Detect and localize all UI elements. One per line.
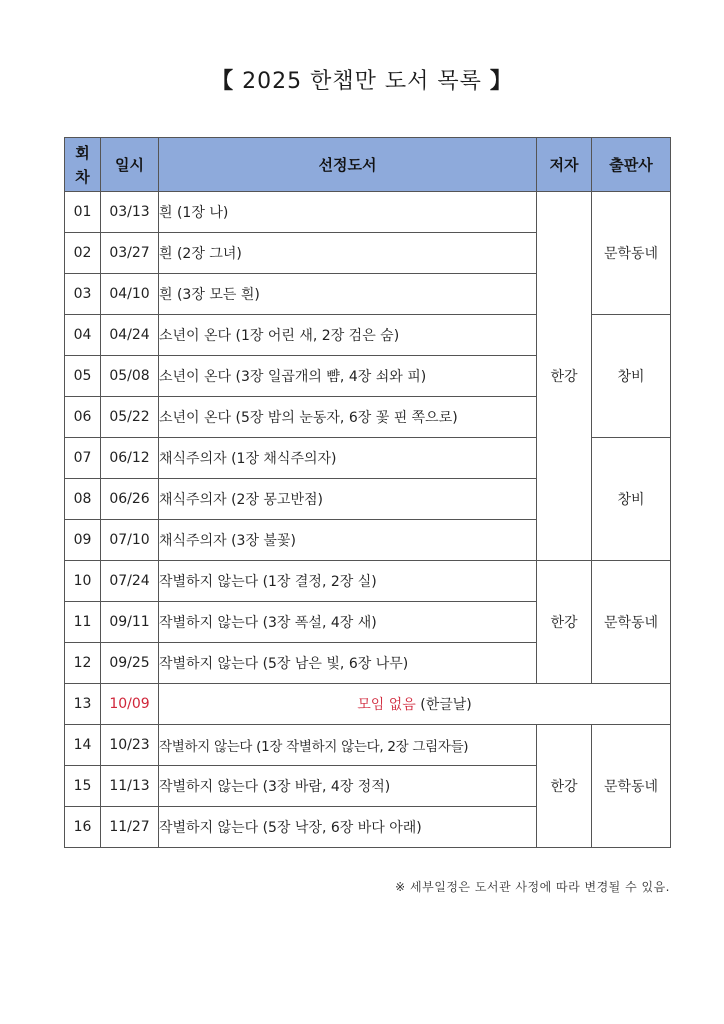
book-title: 흰 (1장 나) [159,192,537,233]
book-title: 작별하지 않는다 (3장 바람, 4장 정적) [159,766,537,807]
header-session-no [65,138,101,192]
session-date: 09/25 [101,643,159,684]
no-meeting-label: 모임 없음 [357,697,416,713]
session-date: 04/10 [101,274,159,315]
table-header-row [65,138,671,192]
session-no: 01 [65,192,101,233]
book-title: 채식주의자 (3장 불꽃) [159,520,537,561]
book-title: 작별하지 않는다 (5장 남은 빛, 6장 나무) [159,643,537,684]
session-date: 11/13 [101,766,159,807]
header-publisher: 출판사 [592,138,671,192]
title-left-bracket: 【 [211,69,235,94]
table-row [65,561,671,602]
table-row [65,192,671,233]
header-date: 일시 [101,138,159,192]
session-date: 06/26 [101,479,159,520]
header-author: 저자 [537,138,592,192]
table-row [65,725,671,766]
session-date: 07/10 [101,520,159,561]
session-no: 12 [65,643,101,684]
session-date: 10/23 [101,725,159,766]
table-row-no-meeting [65,684,671,725]
book-title: 흰 (2장 그녀) [159,233,537,274]
header-session-no-line2: 차 [75,167,90,186]
author-cell: 한강 [537,192,592,561]
session-date: 06/12 [101,438,159,479]
author-cell: 한강 [537,561,592,684]
title-right-bracket: 】 [489,69,513,94]
session-date-cancelled: 10/09 [101,684,159,725]
book-title: 흰 (3장 모든 흰) [159,274,537,315]
book-title: 채식주의자 (1장 채식주의자) [159,438,537,479]
session-date: 03/27 [101,233,159,274]
header-session-no-line1: 회 [75,143,90,162]
book-title: 작별하지 않는다 (1장 결정, 2장 실) [159,561,537,602]
session-date: 04/24 [101,315,159,356]
session-date: 03/13 [101,192,159,233]
session-date: 05/08 [101,356,159,397]
book-title: 작별하지 않는다 (1장 작별하지 않는다, 2장 그림자들) [159,725,537,766]
session-no: 15 [65,766,101,807]
author-cell: 한강 [537,725,592,848]
footnote: ※ 세부일정은 도서관 사정에 따라 변경될 수 있음. [395,880,670,894]
publisher-cell: 문학동네 [592,192,671,315]
page-title [0,64,724,95]
book-title: 채식주의자 (2장 몽고반점) [159,479,537,520]
session-date: 09/11 [101,602,159,643]
session-no: 11 [65,602,101,643]
session-no: 09 [65,520,101,561]
book-title: 소년이 온다 (3장 일곱개의 뺨, 4장 쇠와 피) [159,356,537,397]
book-title: 소년이 온다 (5장 밤의 눈동자, 6장 꽃 핀 쪽으로) [159,397,537,438]
session-date: 05/22 [101,397,159,438]
no-meeting-reason: (한글날) [415,697,472,713]
session-no: 16 [65,807,101,848]
session-no: 13 [65,684,101,725]
book-title: 작별하지 않는다 (5장 낙장, 6장 바다 아래) [159,807,537,848]
publisher-cell: 창비 [592,315,671,438]
book-title: 소년이 온다 (1장 어린 새, 2장 검은 숨) [159,315,537,356]
session-no: 06 [65,397,101,438]
publisher-cell: 창비 [592,438,671,561]
session-no: 10 [65,561,101,602]
session-date: 11/27 [101,807,159,848]
session-no: 14 [65,725,101,766]
session-no: 05 [65,356,101,397]
session-date: 07/24 [101,561,159,602]
session-no: 03 [65,274,101,315]
book-title: 작별하지 않는다 (3장 폭설, 4장 새) [159,602,537,643]
book-schedule-table [64,137,671,848]
publisher-cell: 문학동네 [592,561,671,684]
session-no: 08 [65,479,101,520]
publisher-cell: 문학동네 [592,725,671,848]
session-no: 07 [65,438,101,479]
header-book: 선정도서 [159,138,537,192]
session-no: 04 [65,315,101,356]
title-text: 2025 한챕만 도서 목록 [242,69,482,94]
no-meeting-notice [159,684,671,725]
session-no: 02 [65,233,101,274]
